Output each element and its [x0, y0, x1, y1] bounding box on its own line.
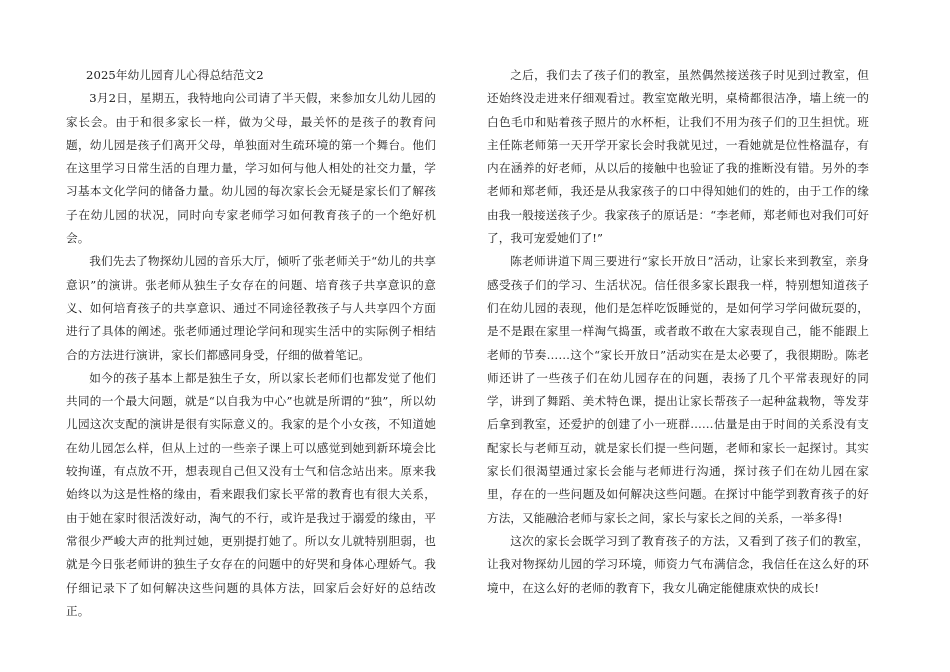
left-column: [66, 64, 436, 623]
paragraph-2: 我们先去了物探幼儿园的音乐大厅，倾听了张老师关于“幼儿的共享意识”的演讲。张老师从独生子女存在的问题、培育孩子共享意识的意义、如何培育孩子的共享意识、通过不同途径教孩子与人共享四个方面进行了具体的阐述。张老师通过理论学问和现实生活中的实际例子相结合的方法进行演讲，家长们都感同身受，仔细的做着笔记。: [66, 254, 436, 362]
paragraph-6: 这次的家长会既学习到了教育孩子的方法，又看到了孩子们的教室，让我对物探幼儿园的学习环境，师资力气布满信念，我信任在这么好的环境中，在这么好的老师的教育下，我女儿确定能健康欢快的成长!: [487, 533, 869, 595]
right-column: [487, 64, 869, 600]
paragraph-3: 如今的孩子基本上都是独生子女，所以家长老师们也都发觉了他们共同的一个最大问题，就是“以自我为中心”也就是所谓的“独”，所以幼儿园这次支配的演讲是很有实际意义的。我家的是个小女孩，不知道她在幼儿园怎么样，但从上过的一些亲子课上可以感觉到她到新环境会比较拘谨，有点放不开，想表现自己但又没有士气和信念站出来。原来我始终以为这是性格的缘由，看来跟我们家长平常的教育也有很大关系，由于她在家时很活泼好动，淘气的不行，或许是我过于溺爱的缘由，平常很少严峻大声的批判过她，更别提打她了。所以女儿就特别胆弱，也就是今日张老师讲的独生子女存在的问题中的好哭和身体心理娇气。我仔细记录下了如何解决这些问题的具体方法，回家后会好好的总结改正。: [66, 370, 436, 618]
document-title: 2025年幼儿园育儿心得总结范文2: [86, 68, 264, 82]
paragraph-1: 3月2日，星期五，我特地向公司请了半天假，来参加女儿幼儿园的家长会。由于和很多家长一样，做为父母，最关怀的是孩子的教育问题，幼儿园是孩子们离开父母，单独面对生疏环境的第一个舞台。他们在这里学习日常生活的自理力量，学习如何与他人相处的社交力量，学习基本文化学问的储备力量。幼儿园的每次家长会无疑是家长们了解孩子在幼儿园的状况，同时向专家老师学习如何教育孩子的一个绝好机会。: [66, 91, 436, 246]
paragraph-4: 之后，我们去了孩子们的教室，虽然偶然接送孩子时见到过教室，但还始终没走进来仔细观看过。教室宽敞光明，桌椅都很洁净，墙上统一的白色毛巾和贴着孩子照片的水杯柜，让我们不用为孩子们的卫生担忧。班主任陈老师第一天开学开家长会时我就见过，一看她就是位性格温存，有内在涵养的好老师，从以后的接触中也验证了我的推断没有错。另外的李老师和郑老师，我还是从我家孩子的口中得知她们的姓的，由于工作的缘由我一般接送孩子少。我家孩子的原话是：“李老师，郑老师也对我们可好了，我可宠爱她们了!”: [487, 68, 869, 246]
paragraph-5: 陈老师讲道下周三要进行“家长开放日”活动，让家长来到教室，亲身感受孩子们的学习、生活状况。信任很多家长跟我一样，特别想知道孩子们在幼儿园的表现，他们是怎样吃饭睡觉的，是如何学习学问做玩耍的，是不是跟在家里一样淘气捣蛋，或者敢不敢在大家表现自己，能不能跟上老师的节奏……这个“家长开放日”活动实在是太必要了，我很期盼。陈老师还讲了一些孩子们在幼儿园存在的问题，表扬了几个平常表现好的同学，讲到了舞蹈、美术特色课，提出让家长帮孩子一起种盆栽物，等发芽后拿到教室，还爱护的创建了小一班群……估量是由于时间的关系没有支配家长与老师互动，就是家长们提一些问题，老师和家长一起探讨。其实家长们很渴望通过家长会能与老师进行沟通，探讨孩子们在幼儿园在家里，存在的一些问题及如何解决这些问题。在探讨中能学到教育孩子的好方法，又能融洽老师与家长之间，家长与家长之间的关系，一举多得!: [487, 254, 869, 525]
